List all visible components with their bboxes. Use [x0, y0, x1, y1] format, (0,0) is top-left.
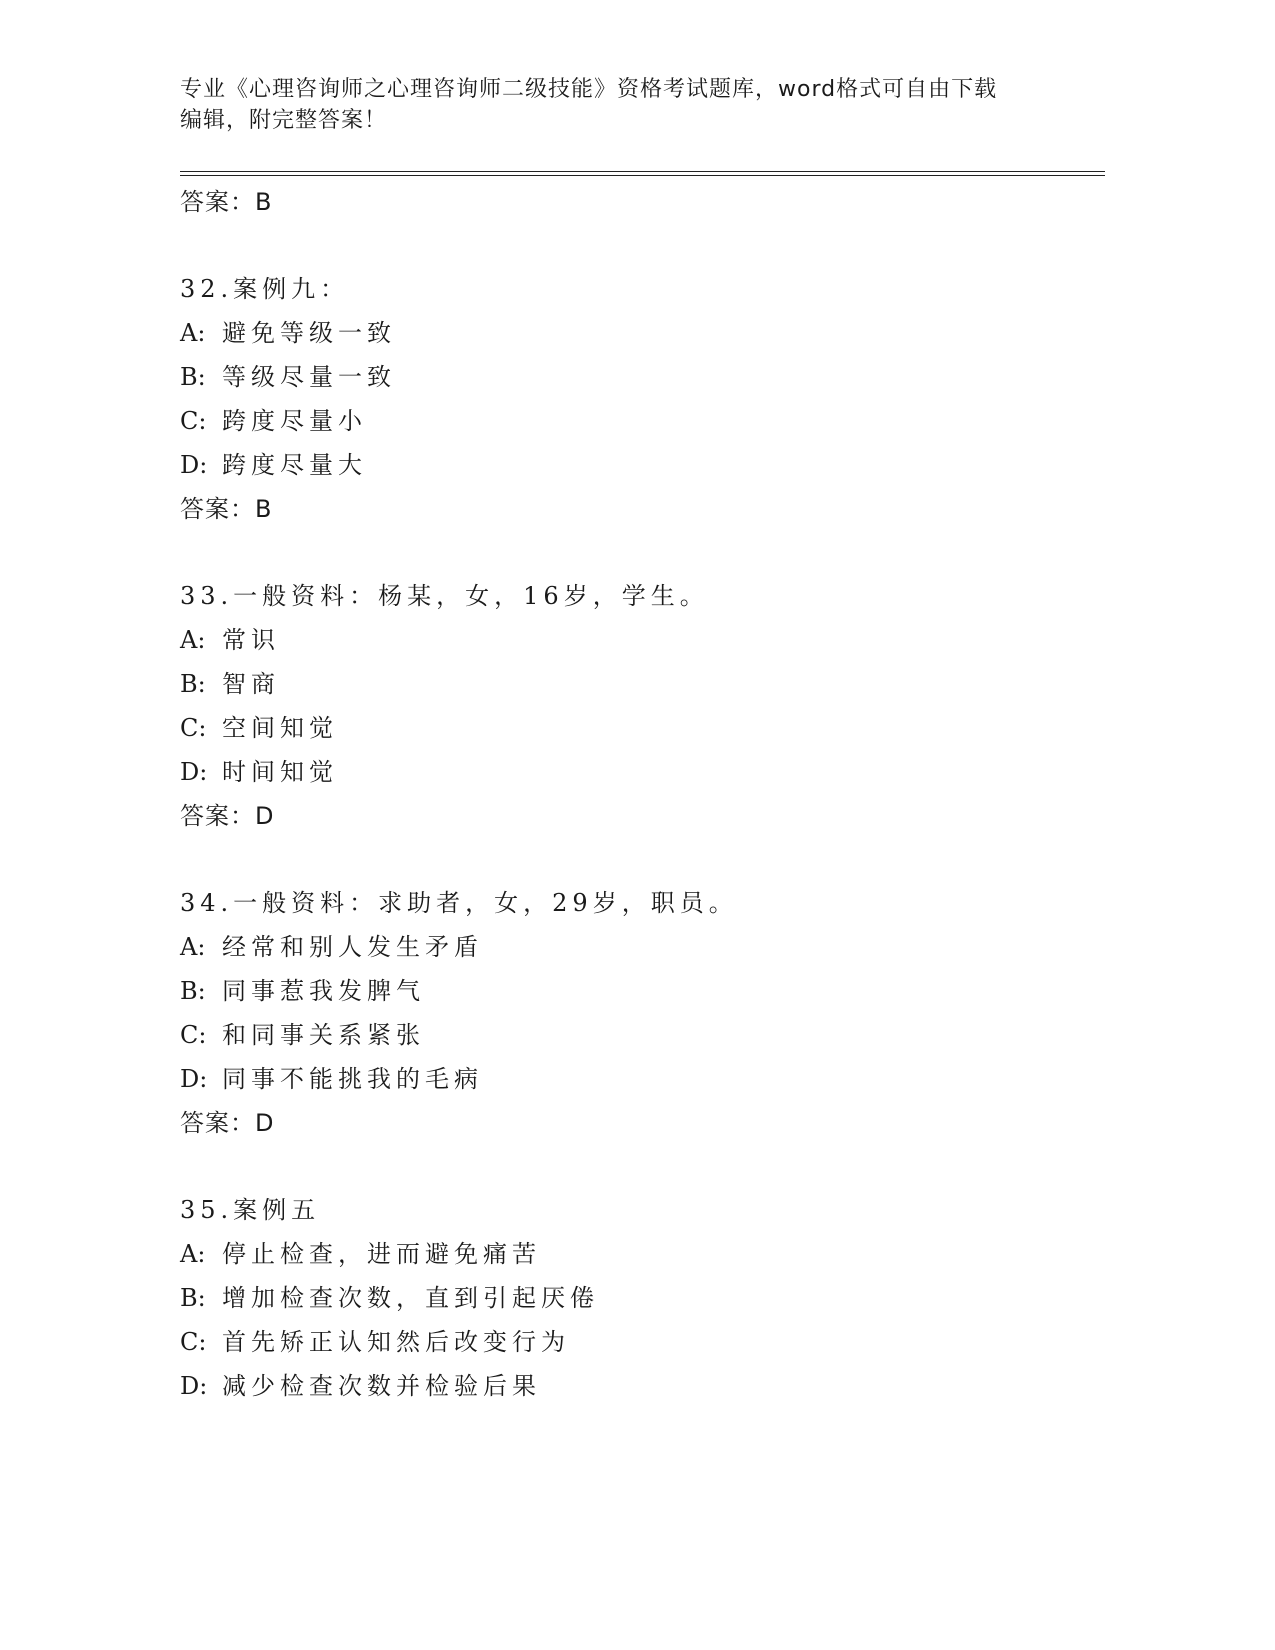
option-text: 增加检查次数，直到引起厌倦: [222, 1284, 599, 1312]
option-c: [180, 405, 1080, 449]
option-d: [180, 1063, 1080, 1107]
option-d: [180, 756, 1080, 800]
header-line-1: 专业《心理咨询师之心理咨询师二级技能》资格考试题库，word格式可自由下载: [180, 77, 998, 102]
option-text: 同事不能挑我的毛病: [222, 1065, 483, 1093]
spacer: [180, 525, 1080, 580]
option-text: 和同事关系紧张: [222, 1021, 425, 1049]
option-key: A:: [180, 933, 206, 961]
option-text: 智商: [222, 670, 280, 698]
question-35: [180, 1194, 1080, 1414]
option-text: 同事惹我发脾气: [222, 977, 425, 1005]
option-key: D:: [180, 1065, 208, 1093]
option-key: A:: [180, 319, 206, 347]
option-key: C:: [180, 714, 207, 742]
option-key: A:: [180, 626, 206, 654]
answer-label: 答案：B: [180, 495, 273, 523]
option-key: C:: [180, 1328, 207, 1356]
option-key: B:: [180, 977, 206, 1005]
option-text: 等级尽量一致: [222, 363, 396, 391]
question-stem: 33.一般资料：杨某，女，16岁，学生。: [180, 582, 709, 610]
option-d: [180, 449, 1080, 493]
header-divider-top: [180, 171, 1105, 172]
question-stem: 34.一般资料：求助者，女，29岁，职员。: [180, 889, 738, 917]
spacer: [180, 1139, 1080, 1194]
option-b: [180, 361, 1080, 405]
option-b: [180, 1282, 1080, 1326]
option-a: [180, 931, 1080, 975]
header-divider-bottom: [180, 175, 1105, 176]
option-key: B:: [180, 670, 206, 698]
option-a: [180, 1238, 1080, 1282]
option-key: C:: [180, 1021, 207, 1049]
header-line-2: 编辑，附完整答案！: [180, 108, 388, 133]
answer-label: 答案：D: [180, 802, 275, 830]
option-d: [180, 1370, 1080, 1414]
option-key: D:: [180, 451, 208, 479]
spacer: [180, 832, 1080, 887]
option-c: [180, 712, 1080, 756]
option-c: [180, 1326, 1080, 1370]
question-stem: 35.案例五: [180, 1196, 321, 1224]
option-text: 停止检查，进而避免痛苦: [222, 1240, 541, 1268]
option-b: [180, 975, 1080, 1019]
option-text: 空间知觉: [222, 714, 338, 742]
option-key: D:: [180, 758, 208, 786]
question-stem: 32.案例九：: [180, 275, 350, 303]
question-34: [180, 887, 1080, 1139]
answer-label: 答案：D: [180, 1109, 275, 1137]
option-a: [180, 624, 1080, 668]
option-b: [180, 668, 1080, 712]
spacer: [180, 218, 1080, 273]
question-32: [180, 273, 1080, 525]
option-text: 首先矫正认知然后改变行为: [222, 1328, 570, 1356]
option-key: A:: [180, 1240, 206, 1268]
option-text: 经常和别人发生矛盾: [222, 933, 483, 961]
question-list: [180, 186, 1080, 1414]
option-key: D:: [180, 1372, 208, 1400]
option-c: [180, 1019, 1080, 1063]
option-text: 常识: [222, 626, 280, 654]
option-key: B:: [180, 363, 206, 391]
option-key: C:: [180, 407, 207, 435]
option-key: B:: [180, 1284, 206, 1312]
document-header: [180, 74, 1040, 136]
question-33: [180, 580, 1080, 832]
option-a: [180, 317, 1080, 361]
option-text: 时间知觉: [222, 758, 338, 786]
option-text: 跨度尽量大: [222, 451, 367, 479]
option-text: 跨度尽量小: [222, 407, 367, 435]
option-text: 减少检查次数并检验后果: [222, 1372, 541, 1400]
answer-previous: 答案：B: [180, 188, 273, 216]
option-text: 避免等级一致: [222, 319, 396, 347]
